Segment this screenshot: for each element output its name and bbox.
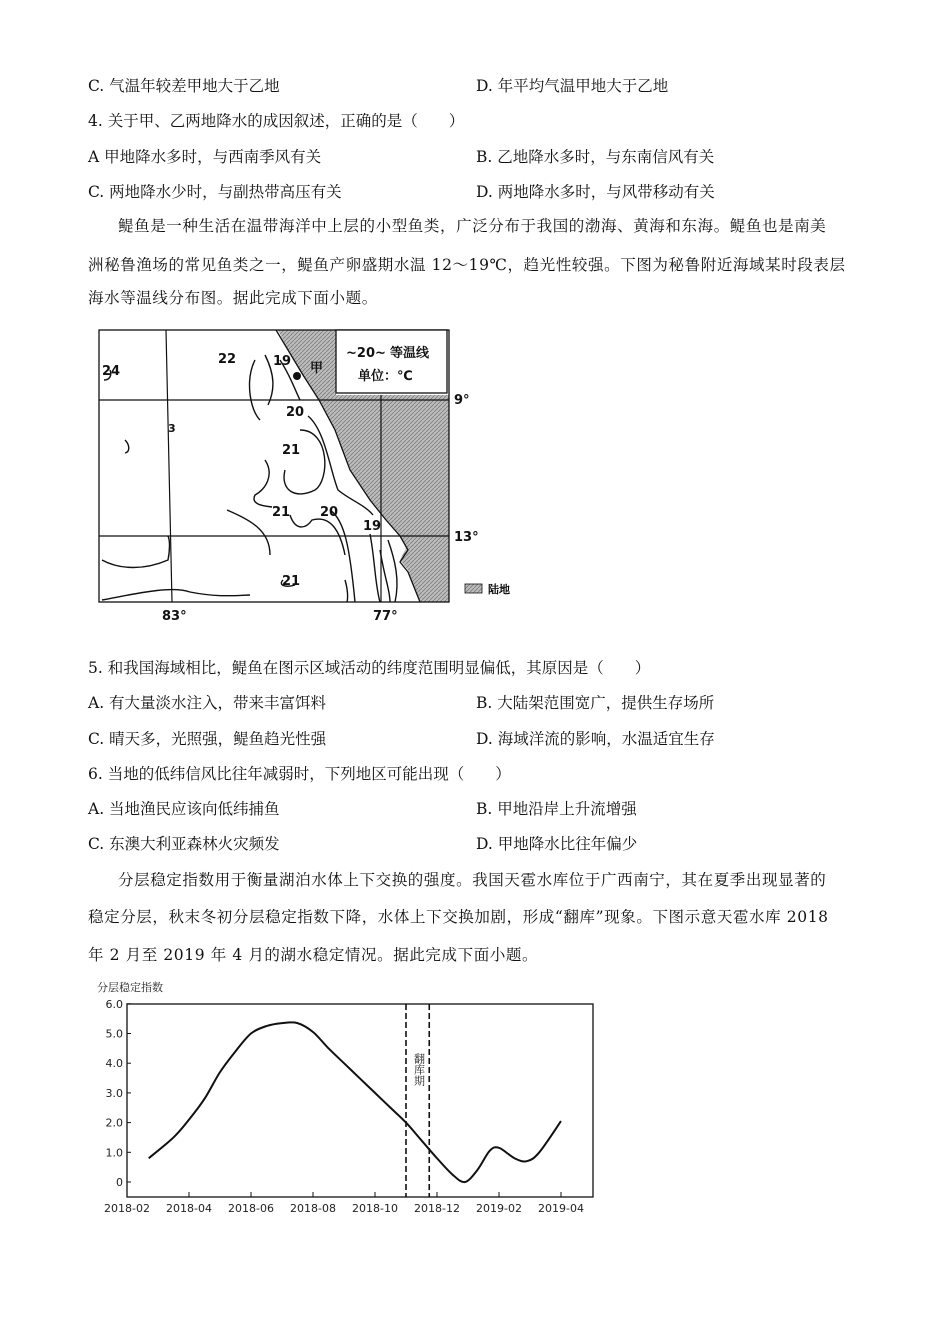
longitude-label-83: 83° [162, 609, 187, 624]
point-jia-label: 甲 [310, 361, 324, 376]
passage2-line1: 分层稳定指数用于衡量湖泊水体上下交换的强度。我国天雹水库位于广西南宁，其在夏季出现显著的 [118, 871, 827, 889]
q6-option-b: B. 甲地沿岸上升流增强 [476, 800, 637, 818]
legend-isotherm-label: 等温线 [390, 346, 430, 361]
passage1-line2: 洲秘鲁渔场的常见鱼类之一，鳀鱼产卵盛期水温 12～19℃，趋光性较强。下图为秘鲁附近海域某时段表层 [88, 256, 846, 274]
isotherm-label: 22 [218, 352, 237, 367]
passage1-line1: 鳀鱼是一种生活在温带海洋中上层的小型鱼类，广泛分布于我国的渤海、黄海和东海。鳀鱼也是南美 [118, 217, 827, 235]
isotherm-label: 24 [102, 364, 121, 379]
x-tick-label: 2019-04 [538, 1202, 584, 1215]
q3-option-c: C. 气温年较差甲地大于乙地 [88, 77, 280, 95]
x-tick-label: 2018-10 [352, 1202, 398, 1215]
plot-frame [127, 1004, 593, 1197]
isotherm-label: 3 [168, 422, 176, 435]
q3-option-d: D. 年平均气温甲地大于乙地 [476, 77, 669, 95]
isotherm-label: 21 [282, 443, 301, 458]
x-tick-label: 2019-02 [476, 1202, 522, 1215]
q5-option-d: D. 海域洋流的影响，水温适宜生存 [476, 730, 715, 748]
annotation-fanku-label: 翻库期 [412, 1053, 426, 1086]
legend-unit: 单位：℃ [358, 369, 413, 384]
latitude-label-9: 9° [454, 393, 470, 408]
q6-option-d: D. 甲地降水比往年偏少 [476, 835, 638, 853]
y-tick-label: 4.0 [105, 1057, 123, 1071]
isotherm-label: 21 [282, 574, 301, 589]
y-tick-label: 3.0 [105, 1086, 123, 1100]
q4-option-d: D. 两地降水多时，与风带移动有关 [476, 183, 715, 201]
y-tick-label: 6.0 [105, 997, 123, 1011]
x-tick-label: 2018-08 [290, 1202, 336, 1215]
q4-option-a: A 甲地降水多时，与西南季风有关 [88, 148, 322, 166]
q4-option-c: C. 两地降水少时，与副热带高压有关 [88, 183, 342, 201]
y-tick-label: 1.0 [105, 1146, 123, 1160]
latitude-label-13: 13° [454, 530, 479, 545]
x-tick-label: 2018-04 [166, 1202, 212, 1215]
longitude-label-77: 77° [373, 609, 398, 624]
passage1-line3: 海水等温线分布图。据此完成下面小题。 [88, 289, 378, 307]
q6-stem: 6. 当地的低纬信风比往年减弱时，下列地区可能出现（ ） [88, 765, 511, 783]
y-axis-title: 分层稳定指数 [97, 981, 163, 994]
land-legend-label: 陆地 [488, 583, 510, 596]
legend-isotherm-sample: ~20~ [346, 346, 386, 361]
x-tick-label: 2018-02 [104, 1202, 150, 1215]
isotherm-label: 20 [320, 505, 339, 520]
isotherm-label: 19 [273, 354, 292, 369]
point-jia-marker [293, 372, 301, 380]
isotherm-label: 20 [286, 405, 305, 420]
y-tick-label: 5.0 [105, 1027, 123, 1041]
land-legend-swatch [465, 584, 482, 593]
q5-stem: 5. 和我国海域相比，鳀鱼在图示区域活动的纬度范围明显偏低，其原因是（ ） [88, 659, 651, 677]
y-tick-label: 0 [116, 1176, 123, 1189]
stability-index-line [149, 1022, 561, 1182]
x-tick-label: 2018-12 [414, 1202, 460, 1215]
q6-option-c: C. 东澳大利亚森林火灾频发 [88, 835, 280, 853]
q6-option-a: A. 当地渔民应该向低纬捕鱼 [88, 800, 280, 818]
q5-option-c: C. 晴天多，光照强，鳀鱼趋光性强 [88, 730, 327, 748]
q4-option-b: B. 乙地降水多时，与东南信风有关 [476, 148, 715, 166]
q5-option-a: A. 有大量淡水注入，带来丰富饵料 [88, 694, 327, 712]
isotherm-label: 21 [272, 505, 291, 520]
passage2-line3: 年 2 月至 2019 年 4 月的湖水稳定情况。据此完成下面小题。 [88, 946, 539, 964]
passage2-line2: 稳定分层，秋末冬初分层稳定指数下降，水体上下交换加剧，形成“翻库”现象。下图示意天雹水库 2018 [88, 908, 829, 926]
y-tick-label: 2.0 [105, 1116, 123, 1130]
q5-option-b: B. 大陆架范围宽广，提供生存场所 [476, 694, 715, 712]
stability-index-chart [90, 975, 600, 1225]
q4-stem: 4. 关于甲、乙两地降水的成因叙述，正确的是（ ） [88, 112, 465, 130]
x-tick-label: 2018-06 [228, 1202, 274, 1215]
isotherm-map [90, 320, 520, 630]
isotherm-label: 19 [363, 519, 382, 534]
